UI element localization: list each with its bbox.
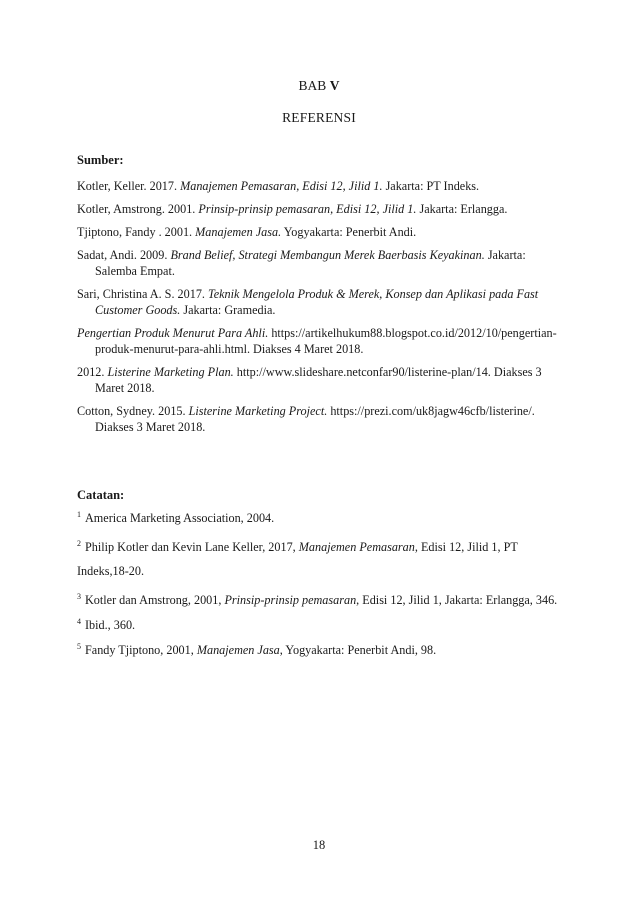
note-entry: $^2$ Philip Kotler dan Kevin Lane Keller, 2017, Manajemen Pemasaran, Edisi 12, Jilid 1, PT Indeks,18-20. [77, 539, 518, 578]
chapter-heading [0, 78, 638, 94]
chapter-number: V [329, 78, 340, 93]
reference-entry: 2012. Listerine Marketing Plan. http://www.slideshare.netconfar90/listerine-plan/14. Diakses 3 Maret 2018. [77, 365, 542, 395]
chapter-label: BAB [298, 78, 327, 93]
sources-title: Sumber: [77, 153, 124, 167]
reference-entry: Kotler, Keller. 2017. Manajemen Pemasaran, Edisi 12, Jilid 1. Jakarta: PT Indeks. [77, 179, 480, 193]
reference-entry: Pengertian Produk Menurut Para Ahli. https://artikelhukum88.blogspot.co.id/2012/10/pengertian-produk-menurut-para-ahli.html. Diakses 4 Maret 2018. [77, 326, 557, 356]
note-entry: $^3$ Kotler dan Amstrong, 2001, Prinsip-prinsip pemasaran, Edisi 12, Jilid 1, Jakarta: Erlangga, 346. [77, 592, 558, 607]
reference-entry: Sari, Christina A. S. 2017. Teknik Mengelola Produk & Merek, Konsep dan Aplikasi pada Fast Customer Goods. Jakarta: Gramedia. [77, 287, 539, 317]
note-number: 1 [77, 510, 81, 519]
page-number: 18 [312, 838, 326, 852]
reference-list [77, 178, 563, 435]
notes-list [77, 507, 563, 658]
reference-entry: Sadat, Andi. 2009. Brand Belief, Strategi Membangun Merek Baerbasis Keyakinan. Jakarta: Salemba Empat. [77, 248, 526, 278]
note-entry: $^4$ Ibid., 360. [77, 617, 136, 632]
note-number: 3 [77, 592, 81, 601]
note-number: 5 [77, 642, 81, 651]
note-number: 2 [77, 539, 81, 548]
note-entry: $^1$ America Marketing Association, 2004. [77, 510, 275, 525]
note-entry: $^5$ Fandy Tjiptono, 2001, Manajemen Jasa, Yogyakarta: Penerbit Andi, 98. [77, 642, 437, 657]
chapter-title: REFERENSI [282, 110, 356, 125]
note-number: 4 [77, 617, 81, 626]
reference-entry: Tjiptono, Fandy . 2001. Manajemen Jasa. Yogyakarta: Penerbit Andi. [77, 225, 417, 239]
reference-entry: Cotton, Sydney. 2015. Listerine Marketing Project. https://prezi.com/uk8jagw46cfb/listerine/. Diakses 3 Maret 2018. [77, 404, 535, 434]
reference-entry: Kotler, Amstrong. 2001. Prinsip-prinsip pemasaran, Edisi 12, Jilid 1. Jakarta: Erlangga. [77, 202, 508, 216]
notes-title: Catatan: [77, 488, 125, 502]
